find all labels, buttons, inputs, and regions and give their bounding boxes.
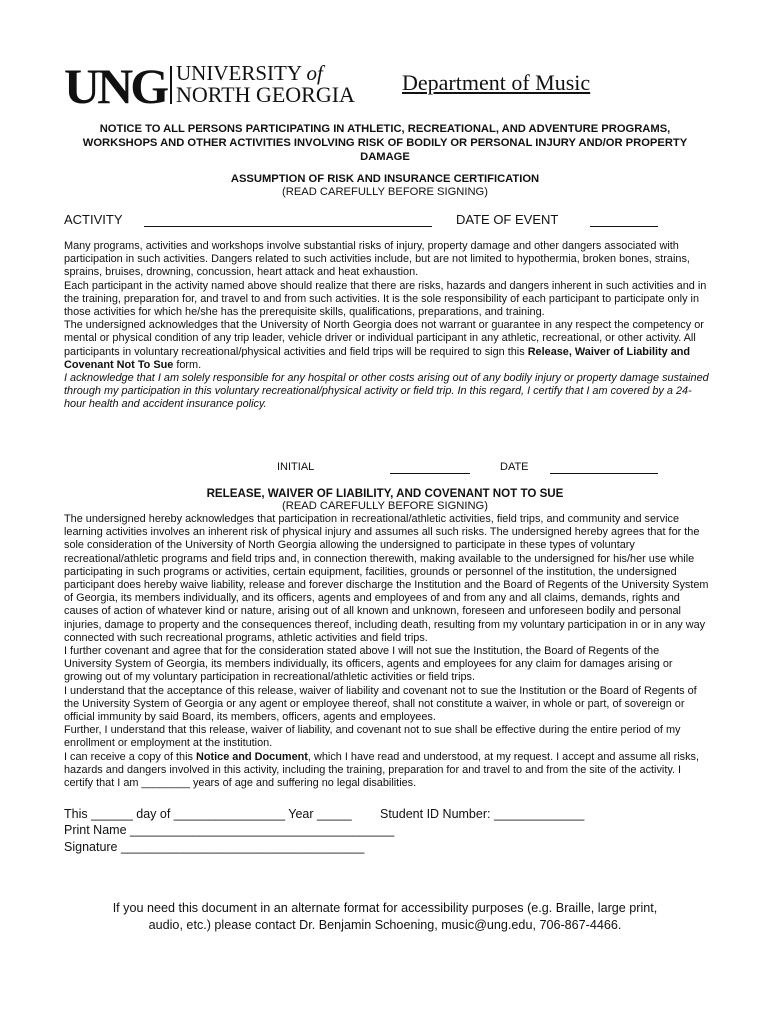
footer-line-1: If you need this document in an alternate format for accessibility purposes (e.g. Braille, large print, (112, 901, 658, 915)
date-of-event-field[interactable] (590, 226, 658, 227)
activity-label: ACTIVITY (64, 212, 123, 227)
activity-field[interactable] (144, 226, 432, 227)
accessibility-footer (60, 900, 710, 934)
print-name-line[interactable]: Print Name ______________________________________ (64, 823, 395, 837)
release-paragraph-2: I further covenant and agree that for the consideration stated above I will not sue the Institution, the Board of Regents of the University System of Georgia, its members individually, its officers, agents and employees for any claim for damages arising or growing out of my voluntary participation in recreational/athletic activities or field trips. (64, 645, 673, 684)
notice-line-2: WORKSHOPS AND OTHER ACTIVITIES INVOLVING RISK OF BODILY OR PERSONAL INJURY AND/OR PROPERTY (82, 137, 688, 149)
release-paragraph-5: I can receive a copy of this Notice and Document, which I have read and understood, at my request. I accept and assume all risks, hazards and dangers involved in this activity, including the training, preparation for and travel to and from the site of the activity. I certify that I am ________ years of age and suffering no legal disabilities. (64, 750, 699, 790)
assumption-subtitle: (READ CAREFULLY BEFORE SIGNING) (282, 186, 488, 198)
assumption-body (64, 240, 709, 412)
initial-label: INITIAL (277, 461, 315, 473)
release-body (64, 513, 709, 790)
notice-heading (60, 122, 710, 164)
logo-divider (170, 66, 172, 104)
footer-line-2: audio, etc.) please contact Dr. Benjamin Schoening, music@ung.edu, 706-867-4466. (148, 918, 622, 932)
assumption-paragraph-1: Many programs, activities and workshops involve substantial risks of injury, property damage and other dangers associated with participation in such activities. Dangers related to such activities include, but are not limited to hypothermia, broken bones, strains, sprains, bruises, drowning, concussion, heart attack and heat exhaustion. (64, 240, 690, 279)
date-signed-line[interactable]: This ______ day of ________________ Year _____ (64, 807, 352, 821)
assumption-paragraph-3: The undersigned acknowledges that the University of North Georgia does not warrant or guarantee in any respect the competency or mental or physical condition of any trip leader, vehicle driver or individual participant in any athletic, recreational, or other activity. All participants in voluntary recreational/physical activities and field trips will be required to sign this Release, Waiver of Liability and Covenant Not To Sue form. (64, 319, 704, 371)
logo-line-1 (176, 62, 323, 84)
release-title: RELEASE, WAIVER OF LIABILITY, AND COVENANT NOT TO SUE (206, 487, 564, 500)
logo-mark: UNG (64, 58, 167, 114)
release-paragraph-4: Further, I understand that this release, waiver of liability, and covenant not to sue shall be effective during the entire period of my enrollment or employment at the institution. (64, 724, 681, 750)
initial-date-field[interactable] (550, 473, 658, 474)
logo-of: of (306, 61, 323, 85)
logo-line-2: NORTH GEORGIA (176, 82, 355, 107)
insurance-certification: I acknowledge that I am solely responsible for any hospital or other costs arising out of any bodily injury or property damage sustained through my participation in this voluntary recreational/physical activity or field trip. In this regard, I certify that I am covered by a 24-hour health and accident insurance policy. (64, 372, 709, 411)
initial-field[interactable] (390, 473, 470, 474)
notice-line-1: NOTICE TO ALL PERSONS PARTICIPATING IN ATHLETIC, RECREATIONAL, AND ADVENTURE PROGRAMS, (99, 123, 671, 135)
release-form-name: Release, Waiver of Liability and Covenant Not To Sue (64, 345, 691, 371)
assumption-title: ASSUMPTION OF RISK AND INSURANCE CERTIFICATION (230, 173, 540, 185)
student-id-line[interactable]: Student ID Number: _____________ (380, 807, 585, 821)
assumption-paragraph-2: Each participant in the activity named above should realize that there are risks, hazards and dangers inherent in such activities and in the training, preparation for, and travel to and from such activities. It is the sole responsibility of each participant to participate only in those activities for which he/she has the prerequisite skills, qualifications, preparations, and training. (64, 279, 707, 319)
logo-university: UNIVERSITY (176, 61, 302, 85)
department-title: Department of Music (402, 70, 591, 95)
notice-line-3: DAMAGE (360, 151, 410, 163)
release-subtitle: (READ CAREFULLY BEFORE SIGNING) (282, 500, 488, 512)
date-of-event-label: DATE OF EVENT (456, 212, 559, 227)
notice-and-document: Notice and Document (195, 750, 308, 763)
initial-date-label: DATE (500, 461, 529, 473)
release-paragraph-1: The undersigned hereby acknowledges that participation in recreational/athletic activities, field trips, and community and service learning activities involves an inherent risk of physical injury and assumes all such risks. The undersigned hereby agrees that for the sole consideration of the University of North Georgia allowing the undersigned to participate in these types of voluntary recreational/athletic programs and field trips and, in connection therewith, making available to the undersigned for his/her use while participating in such programs or activities, certain equipment, facilities, grounds or personnel of the institution, the undersigned participant does hereby waive liability, release and forever discharge the Institution and the Board of Regents of the University System of Georgia, its members individually, and its officers, agents and employees of and from any and all claims, demands, rights and causes of action of whatever kind or nature, arising out of all known and unknown, foreseen and unforeseen bodily and personal injuries, damage to property and the consequences thereof, including death, resulting from my voluntary participation in or in any way connected with such recreational programs, athletic activities and field trips. (64, 513, 709, 644)
signature-line[interactable]: Signature ___________________________________ (64, 840, 365, 854)
release-paragraph-3: I understand that the acceptance of this release, waiver of liability and covenant not to sue the Institution or the Board of Regents of the University System of Georgia or any agent or employee thereof, shall not constitute a waiver, in whole or part, of sovereign or official immunity by said Board, its members, officers, agents and employees. (64, 684, 697, 724)
